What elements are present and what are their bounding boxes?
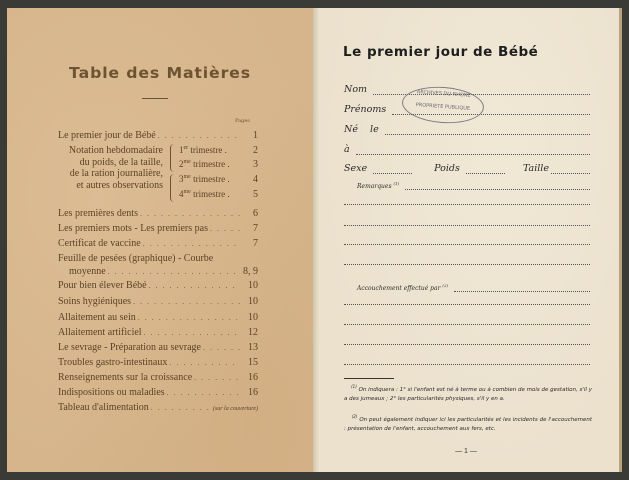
notation-block: Notation hebdomadaire du poids, de la taille, de la ration journalière, et autres observations [68, 145, 163, 191]
toc-entry: Certificat de vaccine . . . 7 [58, 238, 258, 249]
trimestre-entry: 1er trimestre . 2 [179, 145, 258, 156]
page-number: — 1 — [455, 448, 477, 455]
sexe-poids-taille-row[interactable]: Sexe Poids Taille [344, 163, 590, 174]
toc-entry: Allaitement au sein . . . 10 [58, 312, 258, 323]
remarques-field[interactable]: Remarques $^{(1)}$ [357, 181, 590, 190]
toc-entry: Soins hygiéniques . . . 10 [58, 296, 258, 307]
toc-entry: Le sevrage - Préparation au sevrage . . . 13 [58, 342, 258, 353]
lieu-field[interactable]: à [344, 144, 590, 155]
page-title: Le premier jour de Bébé [343, 44, 539, 60]
trimestre-entry: $2^{me}$ trimestre . 3 [179, 159, 258, 170]
accouchement-field[interactable]: Accouchement effectué par $^{(2)}$ [357, 283, 590, 292]
archive-stamp: ARCHIVES DU RHONE PROPRIETE PUBLIQUE [401, 84, 485, 126]
remarques-line[interactable] [344, 244, 590, 245]
brace [170, 144, 177, 172]
footnote-2: $^{(2)}$ On peut également indiquer ici les particularités et les incidents de l'accouchement : présentation de l'enfant, accouchement aux fers, etc. [344, 414, 593, 433]
accouchement-line[interactable] [344, 304, 590, 305]
prenoms-field[interactable]: Prénoms [344, 104, 590, 115]
ne-le-field[interactable]: Né le [344, 124, 590, 135]
accouchement-line[interactable] [344, 364, 590, 365]
toc-entry: Pour bien élever Bébé . . . 10 [58, 280, 258, 291]
toc-entry: Allaitement artificiel . . . 12 [58, 327, 258, 338]
title-rule [142, 98, 168, 99]
accouchement-line[interactable] [344, 344, 590, 345]
toc-entry: Tableau d'alimentation . . . (sur la couverture) [58, 402, 258, 413]
accouchement-line[interactable] [344, 324, 590, 325]
brace [170, 174, 177, 202]
left-page-table-of-contents [7, 8, 313, 472]
toc-entry: Feuille de pesées (graphique) - Courbe [58, 253, 214, 264]
trimestre-entry: $3^{me}$ trimestre . 4 [179, 174, 258, 185]
footnote-1: $^{(1)}$ On indiquera : 1° si l'enfant est né à terme ou à combien de mois de gestation, s'il y a des jumeaux ; 2° les particularités physiques, s'il y en a. [344, 384, 592, 403]
toc-entry: Le premier jour de Bébé . . . 1 [58, 130, 258, 141]
trimestre-entry: $4^{me}$ trimestre . 5 [179, 189, 258, 200]
spine-shadow [313, 8, 319, 472]
remarques-line[interactable] [344, 225, 590, 226]
remarques-line[interactable] [344, 264, 590, 265]
toc-entry: Les premiers mots - Les premiers pas . . . 7 [58, 223, 258, 234]
toc-entry: Les premières dents . . . 6 [58, 208, 258, 219]
pages-column-label: Pages [235, 118, 250, 124]
footnote-rule [344, 378, 394, 379]
toc-entry: Renseignements sur la croissance . . . 16 [58, 372, 258, 383]
toc-entry: moyenne . . . 8, 9 [69, 266, 258, 277]
toc-title: Table des Matières [69, 64, 251, 82]
nom-field[interactable]: Nom [344, 84, 590, 95]
remarques-line[interactable] [344, 204, 590, 205]
toc-entry: Indispositions ou maladies . . . 16 [58, 387, 258, 398]
toc-entry: Troubles gastro-intestinaux . . . 15 [58, 357, 258, 368]
